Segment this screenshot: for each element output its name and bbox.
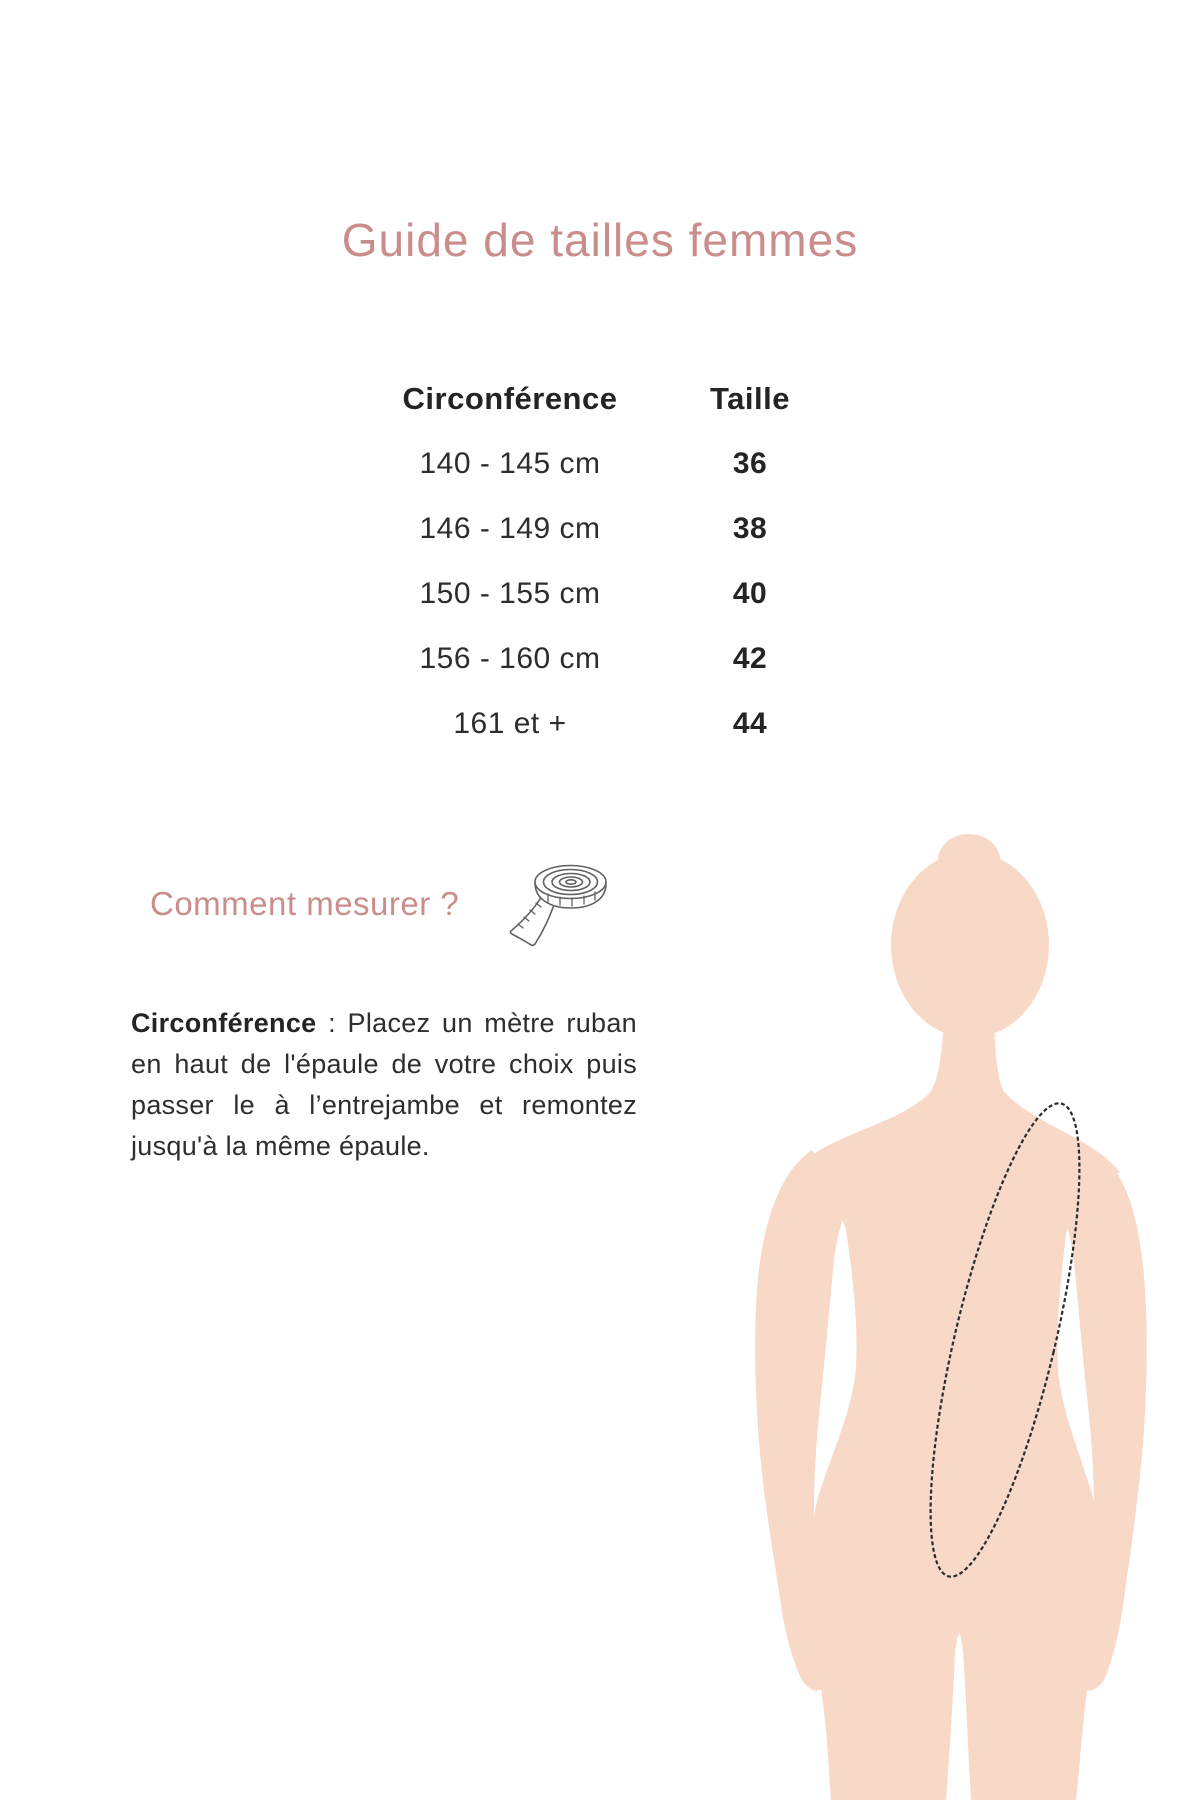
- size-value: 36: [732, 446, 768, 480]
- size-value: 42: [732, 641, 768, 675]
- table-row: [340, 626, 820, 691]
- circumference-value: 140 - 145 cm: [419, 446, 601, 480]
- how-to-measure-heading: Comment mesurer ?: [150, 885, 460, 922]
- torso-and-legs: [802, 1015, 1120, 1800]
- circumference-value: 150 - 155 cm: [419, 576, 601, 610]
- measuring-tape-icon: [498, 852, 618, 952]
- measure-description: : Placez un mètre ruban en haut de l'épaule de votre choix puis passer le à l’entrejambe et remontez jusqu'à la même épaule.: [131, 1008, 637, 1161]
- column-header-circumference: Circonférence: [402, 380, 618, 416]
- table-row: [340, 496, 820, 561]
- table-header-row: [340, 366, 820, 431]
- size-value: 38: [732, 511, 768, 545]
- circumference-value: 156 - 160 cm: [419, 641, 601, 675]
- female-body-silhouette: [740, 830, 1200, 1800]
- measure-instructions: [131, 1003, 637, 1167]
- table-row: [340, 431, 820, 496]
- table-row: [340, 561, 820, 626]
- measure-term: Circonférence: [131, 1008, 317, 1038]
- column-header-size: Taille: [710, 380, 790, 416]
- head: [891, 852, 1049, 1038]
- circumference-value: 161 et +: [453, 706, 567, 740]
- size-value: 40: [732, 576, 768, 610]
- table-row: [340, 691, 820, 756]
- size-value: 44: [732, 706, 768, 740]
- circumference-value: 146 - 149 cm: [419, 511, 601, 545]
- size-table: [340, 366, 820, 756]
- page-title: Guide de tailles femmes: [341, 213, 859, 266]
